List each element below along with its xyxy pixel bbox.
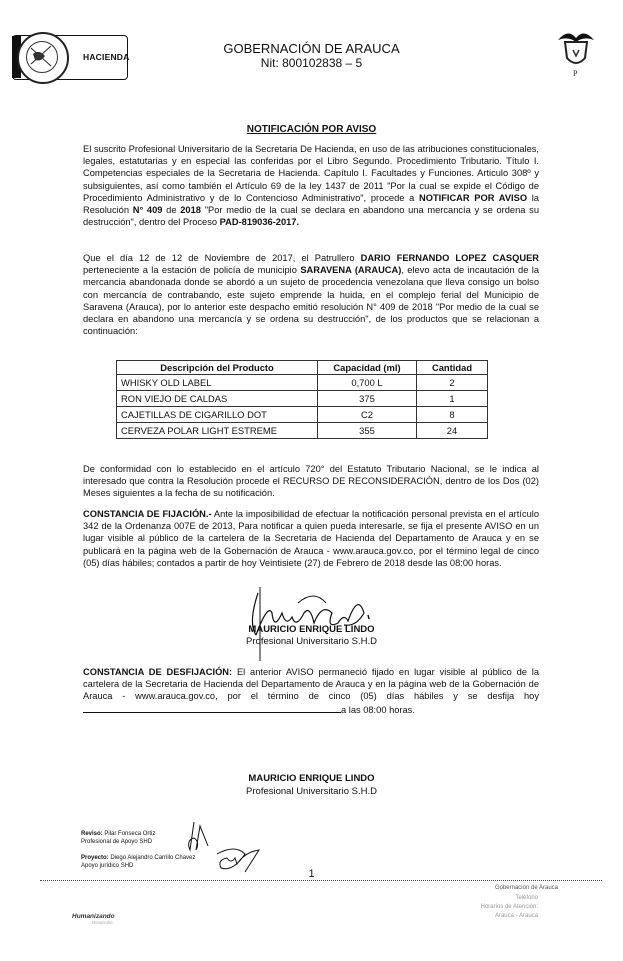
cell-capacity: 375 bbox=[318, 391, 417, 407]
humanizando-subtitle: Desarrollo bbox=[92, 920, 113, 925]
government-nit: Nit: 800102838 – 5 bbox=[260, 56, 363, 70]
drafted-by: Proyecto: Diego Alejandro Carrillo Chavez Apoyo jurídico SHD bbox=[81, 855, 196, 869]
removal-date-blank bbox=[83, 703, 341, 713]
header-quantity: Cantidad bbox=[417, 361, 488, 375]
document-title: NOTIFICACIÓN POR AVISO bbox=[246, 124, 377, 135]
cell-description: RON VIEJO DE CALDAS bbox=[117, 391, 318, 407]
signer-name: MAURICIO ENRIQUE LINDO bbox=[248, 624, 375, 635]
cell-quantity: 2 bbox=[417, 375, 488, 391]
hacienda-logo-label: HACIENDA bbox=[83, 52, 130, 62]
table-row bbox=[117, 375, 488, 391]
final-signer-role: Profesional Universitario S.H.D bbox=[246, 786, 377, 797]
footer-org: Gobernación de Arauca bbox=[494, 885, 558, 891]
reviewed-by: Reviso: Pilar Fonseca Ortiz Profesional de Apoyo SHD bbox=[81, 831, 156, 845]
table-row bbox=[117, 391, 488, 407]
cell-capacity: C2 bbox=[318, 407, 417, 423]
intro-paragraph: El suscrito Profesional Universitario de la Secretaria De Hacienda, en uso de las atribuciones constitucionales, legales, estatutarias y en especial las conferidas por el Libro Segundo. Procedimiento Tributario. Título I. Competencias especiales de la Secretaria de Hacienda. Capítulo I. Facultades y Funciones. Articulo 308º y subsiguientes, así como también el Artículo 69 de la ley 1437 de 2011 "Por la cual se expide el Código de Procedimiento Administrativo y de lo Contencioso Administrativo", procede a NOTIFICAR POR AVISO la Resolución N° 409 de 2018 "Por medio de la cual se declara en abandono una mercancía y se ordena su destrucción", dentro del Proceso PAD-819036-2017. bbox=[83, 144, 539, 228]
footer-hours: Horarios de Atención: bbox=[480, 904, 538, 910]
government-title: GOBERNACIÓN DE ARAUCA bbox=[223, 41, 400, 56]
footer-divider bbox=[40, 880, 602, 881]
cell-description: WHISKY OLD LABEL bbox=[117, 375, 318, 391]
cell-quantity: 1 bbox=[417, 391, 488, 407]
cell-quantity: 8 bbox=[417, 407, 488, 423]
table-row bbox=[117, 423, 488, 439]
cell-capacity: 0,700 L bbox=[318, 375, 417, 391]
reviewer-initials bbox=[184, 820, 212, 854]
page-number: 1 bbox=[308, 868, 315, 880]
removal-record-paragraph: CONSTANCIA DE DESFIJACIÓN: El anterior AVISO permaneció fijado en lugar visible al público de la cartelera de la Secretaria de Hacienda del Departamento de Arauca y en la página web de la Gobernación de Arauca - www.arauca.gov.co, por el término de cinco (05) días hábiles y se desfija hoy a las 08:00 horas. bbox=[83, 667, 539, 715]
cell-description: CERVEZA POLAR LIGHT ESTREME bbox=[117, 423, 318, 439]
posting-record-paragraph: CONSTANCIA DE FIJACIÓN.- Ante la imposibilidad de efectuar la notificación personal prevista en el artículo 342 de la Ordenanza 007E de 2013, Para notificar a quien pueda interesarle, se fija el presente AVISO en un lugar visible al público de la cartelera de la Secretaria de Hacienda del Departamento de Arauca y en se publicará en la página web de la Gobernación de Arauca - www.arauca.gov.co, por el término legal de cinco (05) días hábiles; contados a partir de hoy Veintisiete (27) de Febrero de 2018 desde las 08:00 horas. bbox=[83, 509, 540, 568]
table-row bbox=[117, 407, 488, 423]
products-table bbox=[116, 360, 488, 439]
cell-quantity: 24 bbox=[417, 423, 488, 439]
humanizando-logo: Humanizando bbox=[72, 913, 115, 920]
footer-address: Arauca - Arauca bbox=[494, 913, 538, 919]
footer-phone: Teléfono bbox=[515, 895, 538, 901]
facts-paragraph: Que el día 12 de 12 de Noviembre de 2017, el Patrullero DARIO FERNANDO LOPEZ CASQUER perteneciente a la estación de policía de municipio SARAVENA (ARAUCA), elevo acta de incautación de la mercancia abandonada donde se abordó a un sujeto de procedencia venezolana que lleva consigo un bolso con mercancía de contrabando, este sujeto emprende la huida, en el complejo ferial del Municipio de Saravena (Arauca), por lo anterior este despacho emitió resolución N° 409 de 2018 "Por medio de la cual se declara en abandono una mercancía y se ordena su destrucción", de los productos que se relacionan a continuación: bbox=[83, 253, 539, 337]
cell-capacity: 355 bbox=[318, 423, 417, 439]
appeal-paragraph: De conformidad con lo establecido en el artículo 720° del Estatuto Tributario Nacional, se le indica al interesado que contra la Resolución procede el RECURSO DE RECONSIDERACIÓN, dentro de los Dos (02) Meses siguientes a la fecha de su notificación. bbox=[83, 464, 539, 499]
svg-text:P: P bbox=[573, 69, 578, 78]
colombia-coat-of-arms-icon bbox=[556, 26, 596, 78]
handwritten-signature bbox=[238, 583, 388, 663]
signer-role: Profesional Universitario S.H.D bbox=[246, 636, 377, 647]
header-capacity: Capacidad (ml) bbox=[318, 361, 417, 375]
header-description: Descripción del Producto bbox=[117, 361, 318, 375]
final-signer-name: MAURICIO ENRIQUE LINDO bbox=[248, 773, 375, 784]
cell-description: CAJETILLAS DE CIGARILLO DOT bbox=[117, 407, 318, 423]
table-header-row bbox=[117, 361, 488, 375]
